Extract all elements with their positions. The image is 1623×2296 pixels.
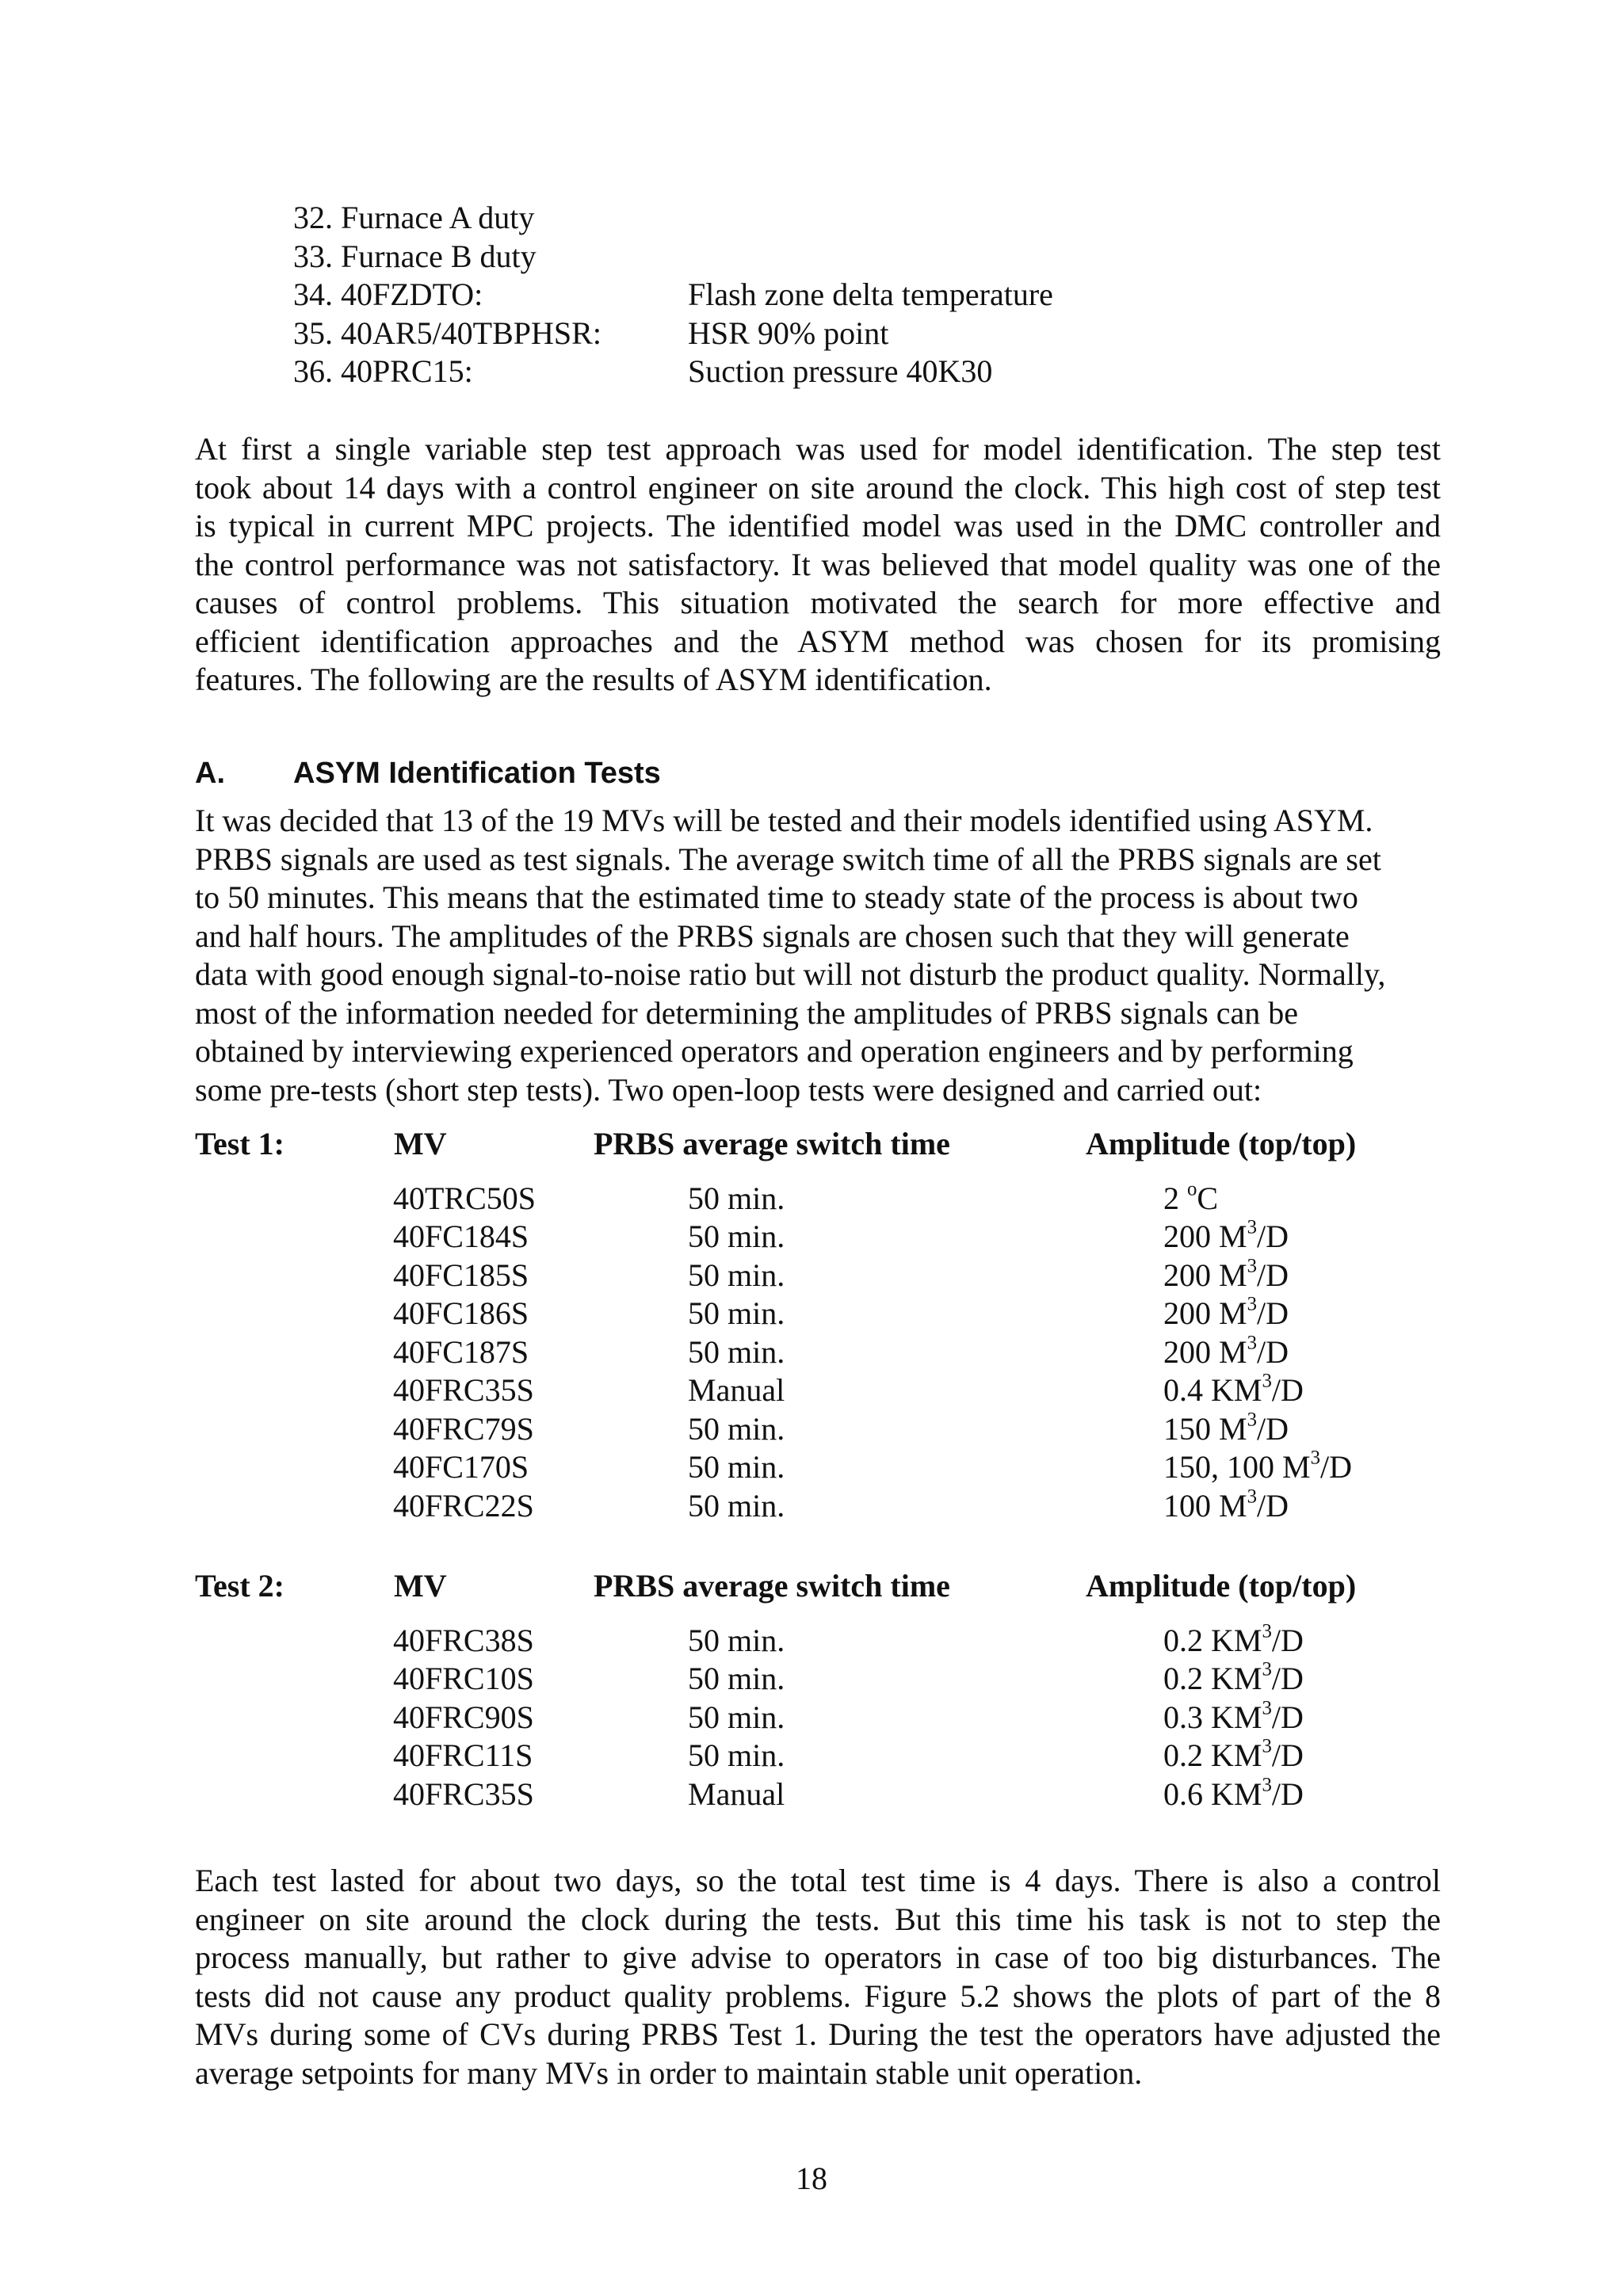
paragraph-line: data with good enough signal-to-noise ratio but will not disturb the product quality. Normally, bbox=[195, 956, 1386, 992]
amplitude-superscript: 3 bbox=[1262, 1658, 1272, 1680]
amplitude-superscript: o bbox=[1187, 1178, 1197, 1200]
cell-switch-time: 50 min. bbox=[688, 1410, 785, 1447]
cell-amplitude bbox=[1163, 1371, 1304, 1410]
list-item-code: 32. Furnace A duty bbox=[293, 200, 535, 235]
cell-amplitude bbox=[1163, 1410, 1289, 1449]
amplitude-unit: /D bbox=[1256, 1487, 1289, 1524]
table-row bbox=[195, 1295, 1463, 1333]
list-item bbox=[293, 238, 1403, 277]
table-row bbox=[195, 1699, 1463, 1737]
paragraph-line: average setpoints for many MVs in order to maintain stable unit operation. bbox=[195, 2054, 1143, 2091]
cell-switch-time: 50 min. bbox=[688, 1449, 785, 1485]
amplitude-value: 150 M bbox=[1163, 1410, 1247, 1447]
cell-mv: 40FRC10S bbox=[393, 1661, 534, 1696]
cell-mv: 40TRC50S bbox=[393, 1180, 537, 1216]
amplitude-unit: /D bbox=[1256, 1295, 1289, 1331]
table-row bbox=[195, 1448, 1463, 1487]
amplitude-superscript: 3 bbox=[1262, 1697, 1272, 1719]
cell-mv: 40FRC35S bbox=[393, 1372, 534, 1408]
amplitude-value: 200 M bbox=[1163, 1295, 1247, 1331]
header-mv: MV bbox=[394, 1568, 447, 1604]
amplitude-unit: /D bbox=[1271, 1699, 1304, 1735]
list-item-desc: HSR 90% point bbox=[688, 315, 889, 351]
cell-switch-time: 50 min. bbox=[688, 1737, 785, 1773]
cell-amplitude bbox=[1163, 1699, 1304, 1737]
amplitude-value: 200 M bbox=[1163, 1333, 1247, 1370]
paragraph-test-results bbox=[195, 1862, 1441, 2092]
cell-mv: 40FC185S bbox=[393, 1257, 529, 1293]
paragraph-line: Each test lasted for about two days, so the total test time is 4 days. There is also a control bbox=[195, 1863, 1441, 1898]
list-item-desc: Flash zone delta temperature bbox=[688, 277, 1053, 312]
paragraph-line: MVs during some of CVs during PRBS Test 1. During the test the operators have adjusted the bbox=[195, 2016, 1441, 2052]
paragraph-line: causes of control problems. This situation motivated the search for more effective and bbox=[195, 585, 1441, 620]
cell-amplitude bbox=[1163, 1448, 1352, 1487]
table-row bbox=[195, 1257, 1463, 1295]
paragraph-line: PRBS signals are used as test signals. The average switch time of all the PRBS signals are set bbox=[195, 841, 1381, 877]
cell-amplitude bbox=[1163, 1333, 1289, 1372]
paragraph-step-test bbox=[195, 430, 1441, 700]
header-switch-time: PRBS average switch time bbox=[594, 1568, 950, 1604]
amplitude-superscript: 3 bbox=[1262, 1735, 1272, 1757]
amplitude-value: 200 M bbox=[1163, 1219, 1247, 1254]
cell-switch-time: Manual bbox=[688, 1775, 785, 1812]
cell-amplitude bbox=[1163, 1295, 1289, 1333]
paragraph-line: some pre-tests (short step tests). Two open-loop tests were designed and carried out: bbox=[195, 1071, 1262, 1108]
amplitude-unit: /D bbox=[1271, 1622, 1304, 1658]
test2-rows bbox=[195, 1622, 1463, 1814]
cell-mv: 40FC184S bbox=[393, 1219, 529, 1254]
paragraph-line: and half hours. The amplitudes of the PRBS signals are chosen such that they will generate bbox=[195, 917, 1350, 954]
paragraph-line: obtained by interviewing experienced operators and operation engineers and by performing bbox=[195, 1033, 1354, 1069]
header-amplitude: Amplitude (top/top) bbox=[1086, 1568, 1357, 1604]
cell-mv: 40FRC35S bbox=[393, 1775, 534, 1812]
amplitude-superscript: 3 bbox=[1262, 1370, 1272, 1392]
table-row bbox=[195, 1333, 1463, 1372]
amplitude-unit: /D bbox=[1256, 1257, 1289, 1293]
amplitude-value: 2 bbox=[1163, 1180, 1187, 1216]
cell-switch-time: 50 min. bbox=[688, 1699, 785, 1735]
list-item-desc: Suction pressure 40K30 bbox=[688, 353, 993, 389]
paragraph-line: At first a single variable step test approach was used for model identification. The step test bbox=[195, 431, 1441, 467]
amplitude-superscript: 3 bbox=[1247, 1409, 1257, 1431]
paragraph-asym-tests bbox=[195, 802, 1463, 1109]
amplitude-unit: /D bbox=[1271, 1775, 1304, 1812]
cell-mv: 40FRC11S bbox=[393, 1737, 533, 1773]
page-number: 18 bbox=[796, 2161, 827, 2196]
cell-switch-time: Manual bbox=[688, 1372, 785, 1408]
amplitude-value: 0.2 KM bbox=[1163, 1622, 1262, 1658]
paragraph-line: most of the information needed for determining the amplitudes of PRBS signals can be bbox=[195, 994, 1298, 1031]
amplitude-value: 150, 100 M bbox=[1163, 1449, 1311, 1485]
header-switch-time: PRBS average switch time bbox=[594, 1126, 950, 1161]
amplitude-value: 100 M bbox=[1163, 1487, 1247, 1524]
paragraph-line: the control performance was not satisfactory. It was believed that model quality was one of the bbox=[195, 546, 1441, 582]
section-letter: A. bbox=[195, 757, 225, 790]
cell-switch-time: 50 min. bbox=[688, 1295, 785, 1331]
header-amplitude: Amplitude (top/top) bbox=[1086, 1126, 1357, 1161]
cell-mv: 40FRC38S bbox=[393, 1622, 534, 1658]
amplitude-unit: /D bbox=[1319, 1449, 1352, 1485]
paragraph-line: tests did not cause any product quality problems. Figure 5.2 shows the plots of part of the 8 bbox=[195, 1978, 1441, 2014]
amplitude-superscript: 3 bbox=[1247, 1216, 1257, 1238]
test1-label: Test 1: bbox=[195, 1126, 285, 1161]
amplitude-superscript: 3 bbox=[1247, 1486, 1257, 1508]
paragraph-line: to 50 minutes. This means that the estimated time to steady state of the process is about two bbox=[195, 879, 1358, 915]
cell-switch-time: 50 min. bbox=[688, 1622, 785, 1658]
cell-amplitude bbox=[1163, 1487, 1289, 1526]
cell-mv: 40FRC90S bbox=[393, 1699, 534, 1735]
table-row bbox=[195, 1218, 1463, 1257]
table-row bbox=[195, 1660, 1463, 1699]
table-row bbox=[195, 1410, 1463, 1449]
test2-table bbox=[195, 1567, 1463, 1814]
cell-mv: 40FC187S bbox=[393, 1333, 529, 1370]
cell-switch-time: 50 min. bbox=[688, 1257, 785, 1293]
paragraph-line: features. The following are the results of ASYM identification. bbox=[195, 662, 992, 697]
cell-mv: 40FRC79S bbox=[393, 1410, 534, 1447]
list-item bbox=[293, 353, 1403, 391]
table-row bbox=[195, 1737, 1463, 1775]
cell-switch-time: 50 min. bbox=[688, 1333, 785, 1370]
list-item-code: 36. 40PRC15: bbox=[293, 353, 473, 389]
test1-header-row bbox=[195, 1125, 1463, 1164]
test1-rows bbox=[195, 1180, 1463, 1526]
amplitude-unit: /D bbox=[1271, 1372, 1304, 1408]
table-row bbox=[195, 1622, 1463, 1661]
amplitude-unit: /D bbox=[1256, 1410, 1289, 1447]
cell-switch-time: 50 min. bbox=[688, 1487, 785, 1524]
amplitude-superscript: 3 bbox=[1247, 1255, 1257, 1277]
amplitude-superscript: 3 bbox=[1310, 1447, 1320, 1469]
list-item bbox=[293, 276, 1403, 315]
amplitude-unit: C bbox=[1197, 1180, 1219, 1216]
cell-mv: 40FC186S bbox=[393, 1295, 529, 1331]
amplitude-superscript: 3 bbox=[1262, 1620, 1272, 1642]
paragraph-line: took about 14 days with a control engineer on site around the clock. This high cost of step test bbox=[195, 469, 1441, 505]
amplitude-unit: /D bbox=[1256, 1219, 1289, 1254]
paragraph-line: efficient identification approaches and the ASYM method was chosen for its promising bbox=[195, 623, 1441, 659]
amplitude-value: 0.6 KM bbox=[1163, 1775, 1262, 1812]
amplitude-unit: /D bbox=[1256, 1333, 1289, 1370]
amplitude-value: 0.2 KM bbox=[1163, 1737, 1262, 1773]
section-title: ASYM Identification Tests bbox=[293, 757, 661, 790]
test2-header-row bbox=[195, 1567, 1463, 1606]
list-item-code: 35. 40AR5/40TBPHSR: bbox=[293, 315, 601, 351]
cell-amplitude bbox=[1163, 1622, 1304, 1661]
table-row bbox=[195, 1180, 1463, 1219]
cell-amplitude bbox=[1163, 1737, 1304, 1775]
list-item bbox=[293, 199, 1403, 238]
list-item bbox=[293, 315, 1403, 353]
amplitude-value: 200 M bbox=[1163, 1257, 1247, 1293]
amplitude-unit: /D bbox=[1271, 1737, 1304, 1773]
test1-table bbox=[195, 1125, 1463, 1525]
table-row bbox=[195, 1371, 1463, 1410]
amplitude-value: 0.4 KM bbox=[1163, 1372, 1262, 1408]
list-item-code: 33. Furnace B duty bbox=[293, 238, 537, 274]
cell-switch-time: 50 min. bbox=[688, 1180, 785, 1216]
cell-amplitude bbox=[1163, 1775, 1304, 1814]
table-row bbox=[195, 1775, 1463, 1814]
amplitude-superscript: 3 bbox=[1262, 1774, 1272, 1796]
list-item-code: 34. 40FZDTO: bbox=[293, 277, 483, 312]
cell-amplitude bbox=[1163, 1218, 1289, 1257]
amplitude-value: 0.2 KM bbox=[1163, 1661, 1262, 1696]
amplitude-superscript: 3 bbox=[1247, 1332, 1257, 1354]
paragraph-line: process manually, but rather to give advise to operators in case of too big disturbances. The bbox=[195, 1939, 1441, 1975]
cell-switch-time: 50 min. bbox=[688, 1219, 785, 1254]
header-mv: MV bbox=[394, 1126, 447, 1161]
test2-label: Test 2: bbox=[195, 1568, 285, 1604]
amplitude-unit: /D bbox=[1271, 1661, 1304, 1696]
cell-amplitude bbox=[1163, 1180, 1218, 1219]
table-row bbox=[195, 1487, 1463, 1526]
cell-mv: 40FC170S bbox=[393, 1449, 529, 1485]
continued-variable-list bbox=[293, 199, 1403, 391]
cell-amplitude bbox=[1163, 1257, 1289, 1295]
cell-switch-time: 50 min. bbox=[688, 1661, 785, 1696]
amplitude-superscript: 3 bbox=[1247, 1293, 1257, 1315]
paragraph-line: is typical in current MPC projects. The identified model was used in the DMC controller and bbox=[195, 508, 1441, 543]
paragraph-line: It was decided that 13 of the 19 MVs will be tested and their models identified using ASYM. bbox=[195, 803, 1373, 838]
cell-mv: 40FRC22S bbox=[393, 1487, 534, 1524]
cell-amplitude bbox=[1163, 1660, 1304, 1699]
amplitude-value: 0.3 KM bbox=[1163, 1699, 1262, 1735]
paragraph-line: engineer on site around the clock during the tests. But this time his task is not to step the bbox=[195, 1901, 1441, 1937]
